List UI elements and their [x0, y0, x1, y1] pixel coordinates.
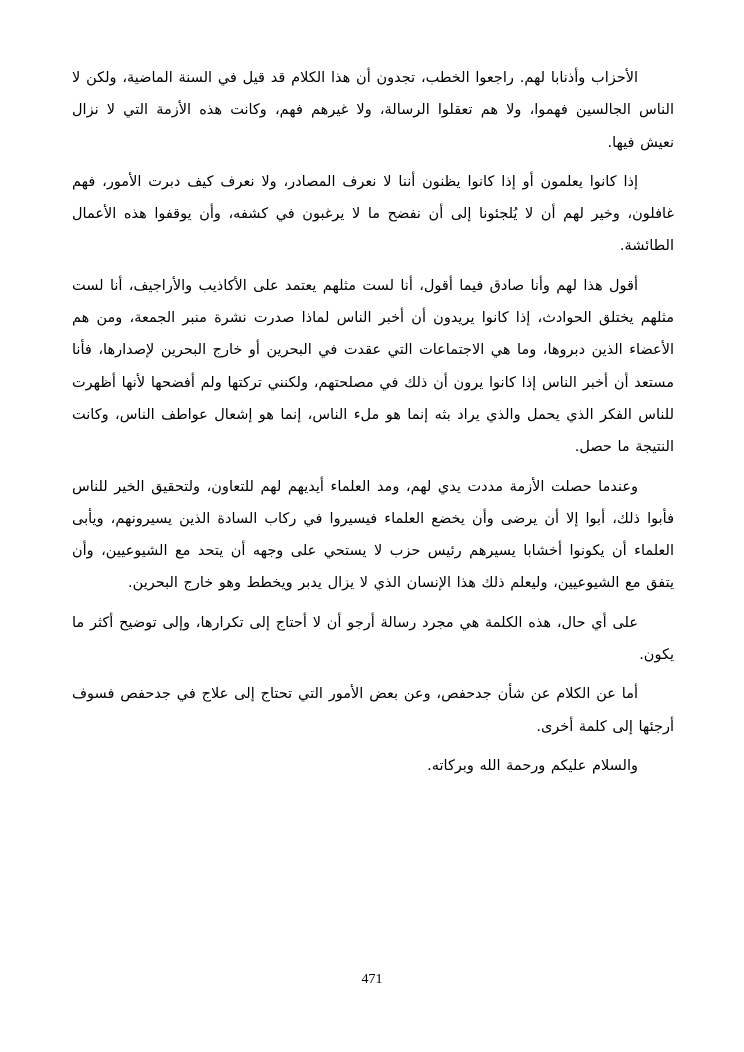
paragraph-5: على أي حال، هذه الكلمة هي مجرد رسالة أرجو أن لا أحتاج إلى تكرارها، وإلى توضيح أكثر ما يكون.	[72, 614, 674, 664]
paragraph-6: أما عن الكلام عن شأن جدحفص، وعن بعض الأمور التي تحتاج إلى علاج في جدحفص فسوف أرجئها إلى كلمة أخرى.	[72, 686, 674, 735]
closing-salutation: والسلام عليكم ورحمة الله وبركاته.	[427, 757, 638, 774]
paragraph-1: الأحزاب وأذنابا لهم. راجعوا الخطب، تجدون أن هذا الكلام قد قيل في السنة الماضية، ولكن لا الناس الجالسين فهموا، ولا هم تعقلوا الرسالة، ولا غيرهم فهم، وكانت هذه الأزمة التي لا نزال نعيش فيها.	[72, 70, 674, 151]
paragraph-3: أقول هذا لهم وأنا صادق فيما أقول، أنا لست مثلهم يعتمد على الأكاذيب والأراجيف، أنا لست مثلهم يختلق الحوادث، إذا كانوا يريدون أن أخبر الناس لماذا صدرت نشرة منبر الجمعة، ومن هم الأعضاء الذين دبروها، وما هي الاجتماعات التي عقدت في البحرين أو خارج البحرين لإصدارها، فأنا مستعد أن أخبر الناس إذا كانوا يرون أن ذلك في مصلحتهم، ولكنني تركتها ولم أفضحها لأنها أظهرت للناس الفكر الذي يحمل والذي يراد بثه إنما هو ملء الناس، إنما هو إشعال عواطف الناس، وكانت النتيجة ما حصل.	[72, 277, 674, 456]
paragraph-4: وعندما حصلت الأزمة مددت يدي لهم، ومد العلماء أيديهم لهم للتعاون، ولتحقيق الخير للناس فأبوا ذلك، أبوا إلا أن يرضى وأن يخضع العلماء فيسيروا في ركاب السادة الذين يسيرونهم، ويأبى العلماء أن يكونوا أخشابا يسيرهم رئيس حزب لا يستحي على وجهه أن يتحد مع الشيوعيين، وأن يتفق مع الشيوعيين، وليعلم ذلك هذا الإنسان الذي لا يزال يدبر ويخطط وهو خارج البحرين.	[72, 478, 674, 592]
page-number: 471	[361, 972, 383, 987]
document-body	[72, 62, 674, 789]
paragraph-2: إذا كانوا يعلمون أو إذا كانوا يظنون أننا لا نعرف المصادر، ولا نعرف كيف دبرت الأمور، فهم غافلون، وخير لهم أن لا يُلجئونا إلى أن نفضح ما لا يرغبون في كشفه، وأن يوقفوا هذه الأعمال الطائشة.	[72, 173, 674, 255]
